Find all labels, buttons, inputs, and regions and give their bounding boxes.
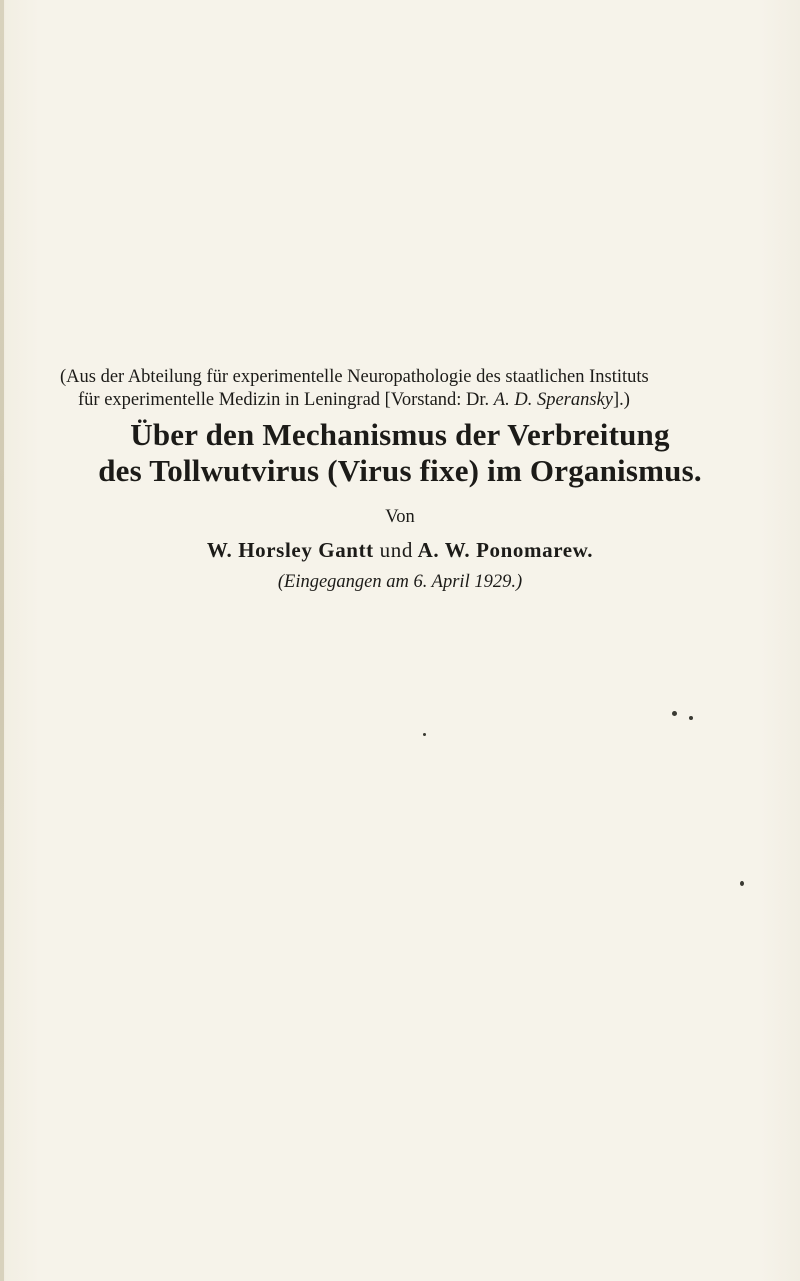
institution-header-line-2-prefix: für experimentelle Medizin in Leningrad [Vorstand: Dr. <box>78 390 494 410</box>
page-binding-edge <box>0 0 4 1281</box>
article-title <box>40 417 760 489</box>
byline-von: Von <box>385 507 415 527</box>
received-date: (Eingegangen am 6. April 1929.) <box>277 572 523 592</box>
ink-speck <box>740 881 744 886</box>
institution-header-line-1: (Aus der Abteilung für experimentelle Neuropathologie des staatlichen Instituts <box>60 367 649 387</box>
institution-header <box>60 366 750 412</box>
ink-speck <box>672 711 677 716</box>
institution-header-line-2-suffix: ].) <box>613 390 630 410</box>
ink-speck <box>423 733 426 736</box>
author-conjunction: und <box>379 538 413 562</box>
institution-header-line-2 <box>60 389 750 412</box>
article-title-line-2: des Tollwutvirus (Virus fixe) im Organismus. <box>98 453 702 488</box>
author-line <box>0 538 800 563</box>
director-name: A. D. Speransky <box>493 390 613 410</box>
author-ponomarew: A. W. Ponomarew. <box>417 538 594 562</box>
author-gantt: W. Horsley Gantt <box>206 538 374 562</box>
ink-speck <box>689 716 693 720</box>
article-title-line-1: Über den Mechanismus der Verbreitung <box>130 417 670 452</box>
